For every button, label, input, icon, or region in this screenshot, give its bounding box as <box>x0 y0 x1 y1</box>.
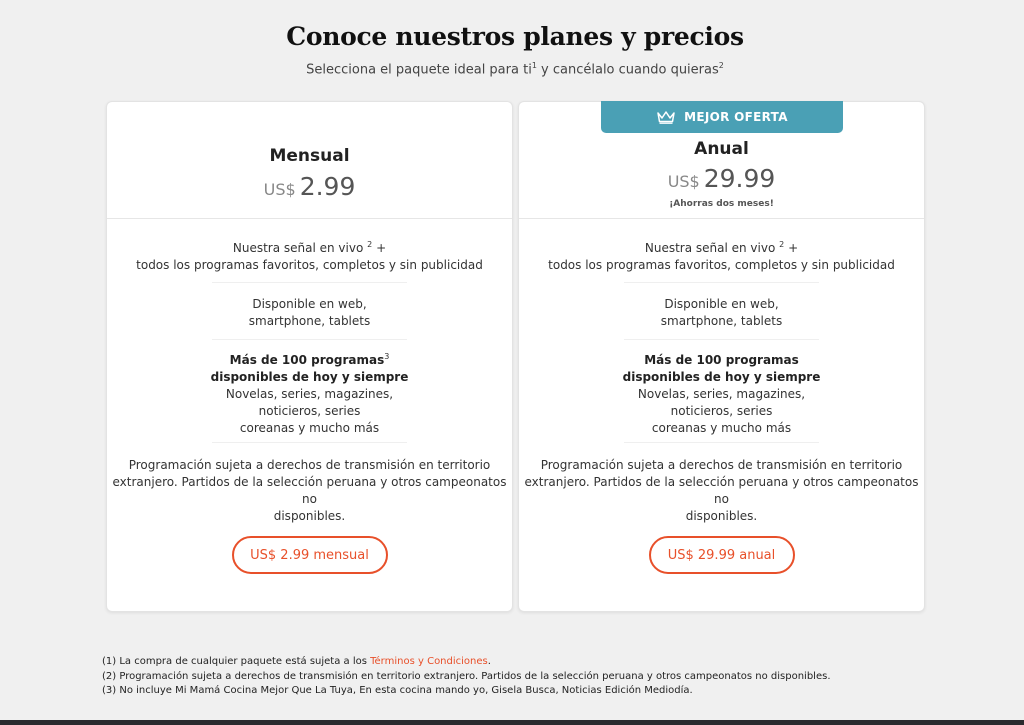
page-title: Conoce nuestros planes y precios <box>286 22 744 51</box>
feature-text: Nuestra señal en vivo <box>644 241 776 255</box>
terms-and-conditions-link[interactable]: Términos y Condiciones <box>370 656 488 667</box>
plan-card-annual <box>518 101 925 612</box>
feature-text: Disponible en web, <box>664 297 779 311</box>
subtitle-footnote-1: 1 <box>531 61 537 70</box>
plan-name: Mensual <box>269 146 350 166</box>
savings-note: ¡Ahorras dos meses! <box>669 199 774 209</box>
footnote-text: . <box>487 656 491 667</box>
feature-devices <box>107 296 512 330</box>
bottom-bar <box>0 720 1024 725</box>
price-amount: 29.99 <box>703 164 776 193</box>
divider <box>212 282 407 283</box>
feature-programs <box>107 352 512 437</box>
feature-highlight: disponibles de hoy y siempre <box>210 370 409 384</box>
footnotes <box>102 655 831 699</box>
subscribe-monthly-button[interactable]: US$ 2.99 mensual <box>232 536 388 574</box>
feature-highlight: Más de 100 programas <box>644 353 799 367</box>
subtitle-footnote-2: 2 <box>718 61 724 70</box>
feature-text: Novelas, series, magazines, <box>225 387 394 401</box>
feature-programs <box>519 352 924 437</box>
plan-price <box>519 164 924 193</box>
feature-text: Nuestra señal en vivo <box>232 241 364 255</box>
feature-highlight: disponibles de hoy y siempre <box>622 370 821 384</box>
feature-text: smartphone, tablets <box>248 314 371 328</box>
plan-price <box>107 172 512 201</box>
plan-card-monthly <box>106 101 513 612</box>
divider <box>212 339 407 340</box>
footnote-text: (1) La compra de cualquier paquete está sujeta a los <box>102 656 371 667</box>
feature-plus: + <box>788 241 799 255</box>
footnote-1 <box>102 655 831 670</box>
footnote-2: (2) Programación sujeta a derechos de transmisión en territorio extranjero. Partidos de la selección peruana y otros campeonatos no disponibles. <box>102 670 831 682</box>
plan-name: Anual <box>694 139 749 159</box>
subtitle-text-2: y cancélalo cuando quieras <box>536 62 719 78</box>
feature-text: coreanas y mucho más <box>651 421 792 435</box>
feature-live-signal <box>107 240 512 274</box>
divider <box>212 442 407 443</box>
feature-text: smartphone, tablets <box>660 314 783 328</box>
divider <box>624 442 819 443</box>
feature-rights <box>519 457 924 525</box>
price-currency: US$ <box>667 172 700 191</box>
feature-text: Novelas, series, magazines, <box>637 387 806 401</box>
divider <box>624 282 819 283</box>
feature-text: disponibles. <box>273 509 346 523</box>
badge-label: MEJOR OFERTA <box>684 110 788 124</box>
price-currency: US$ <box>263 180 296 199</box>
feature-text: extranjero. Partidos de la selección peruana y otros campeonatos no <box>524 475 919 506</box>
footnote-ref: 3 <box>384 352 390 361</box>
divider <box>624 339 819 340</box>
footnote-ref: 2 <box>779 240 785 249</box>
price-amount: 2.99 <box>299 172 356 201</box>
feature-text: noticieros, series <box>670 404 773 418</box>
feature-text: noticieros, series <box>258 404 361 418</box>
feature-text: Programación sujeta a derechos de transmisión en territorio <box>128 458 491 472</box>
footnote-3: (3) No incluye Mi Mamá Cocina Mejor Que La Tuya, En esta cocina mando yo, Gisela Busca, Noticias Edición Mediodía. <box>102 685 693 696</box>
feature-text: extranjero. Partidos de la selección peruana y otros campeonatos no <box>112 475 507 506</box>
feature-text: Disponible en web, <box>252 297 367 311</box>
subscribe-annual-button[interactable]: US$ 29.99 anual <box>649 536 795 574</box>
plan-header <box>107 102 512 219</box>
feature-text: todos los programas favoritos, completos y sin publicidad <box>136 258 483 272</box>
footnote-ref: 2 <box>367 240 373 249</box>
plan-header <box>519 102 924 219</box>
feature-text: disponibles. <box>685 509 758 523</box>
feature-text: todos los programas favoritos, completos y sin publicidad <box>548 258 895 272</box>
feature-plus: + <box>376 241 387 255</box>
feature-highlight: Más de 100 programas <box>229 353 385 367</box>
feature-rights <box>107 457 512 525</box>
feature-text: Programación sujeta a derechos de transmisión en territorio <box>540 458 903 472</box>
feature-text: coreanas y mucho más <box>239 421 380 435</box>
subtitle-text: Selecciona el paquete ideal para ti <box>306 62 532 78</box>
feature-live-signal <box>519 240 924 274</box>
feature-devices <box>519 296 924 330</box>
page-subtitle <box>0 61 1024 77</box>
